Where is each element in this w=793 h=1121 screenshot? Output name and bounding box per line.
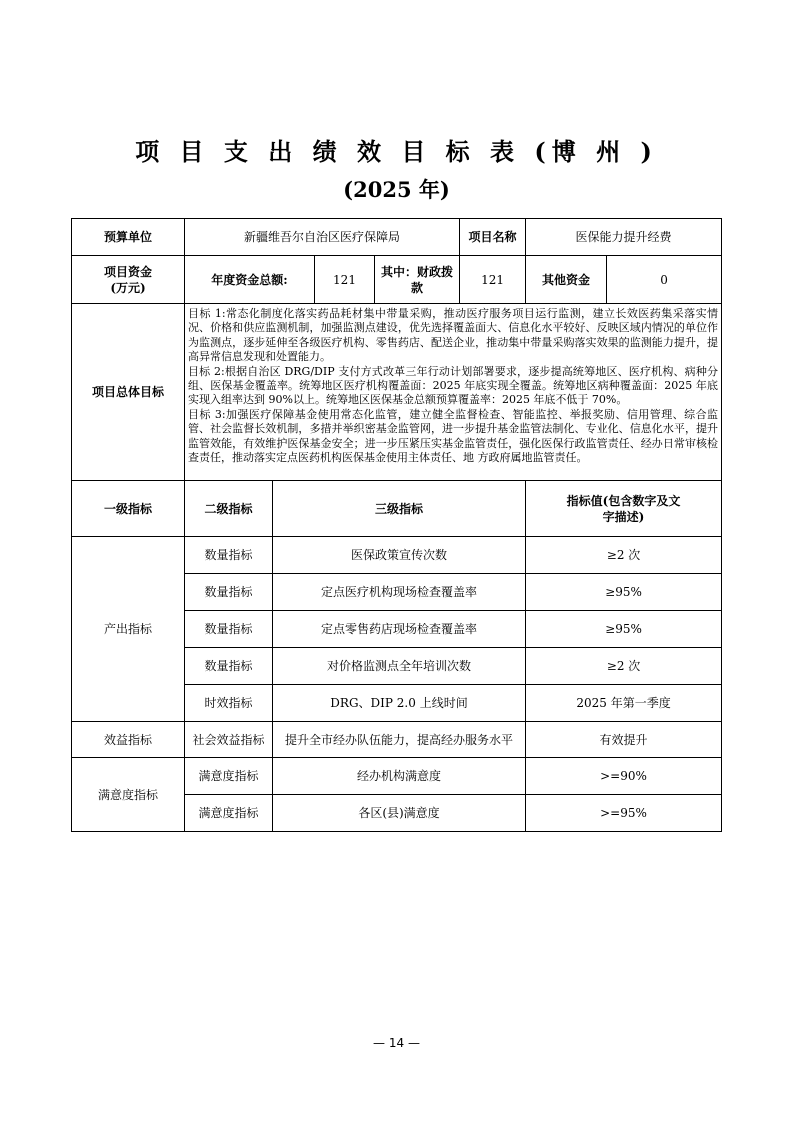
indicator-value-cell: ≥2 次 (526, 537, 722, 574)
indicator-value-cell: >=90% (526, 758, 722, 795)
value-header (526, 481, 722, 537)
indicator-value-cell: ≥2 次 (526, 648, 722, 685)
performance-target-table (71, 218, 722, 832)
overall-goals-label: 项目总体目标 (72, 304, 185, 481)
goal-1-text: 目标 1:常态化制度化落实药品耗材集中带量采购，推动医疗服务项目运行监测，建立长效医药集采落实情况、价格和供应监测机制，加强监测点建设，优先选择覆盖面大、信息化水平较好、反映区域内情况的单位作为监测点，逐步延伸至各级医疗机构、零售药店、配送企业，推动集中带量采购落实效果的监测能力提升，提高异常信息发现和处置能力。 (188, 307, 719, 364)
value-header-line1: 指标值(包含数字及文 (566, 493, 681, 508)
budget-unit-value: 新疆维吾尔自治区医疗保障局 (185, 219, 460, 256)
level2-cell: 数量指标 (185, 611, 273, 648)
level2-cell: 社会效益指标 (185, 722, 273, 758)
fiscal-allocation-label: 其中：财政拨款 (375, 256, 460, 304)
page-number: — 14 — (373, 1036, 420, 1050)
project-funds-label-line1: 项目资金 (103, 264, 152, 279)
page-title: 项 目 支 出 绩 效 目 标 表 (博 州 ) (135, 137, 658, 166)
annual-total-value: 121 (315, 256, 375, 304)
level3-cell: 定点零售药店现场检查覆盖率 (273, 611, 526, 648)
budget-unit-label: 预算单位 (72, 219, 185, 256)
project-funds-label (72, 256, 185, 304)
level3-cell: 提升全市经办队伍能力，提高经办服务水平 (273, 722, 526, 758)
level2-cell: 满意度指标 (185, 758, 273, 795)
budget-unit-row (72, 219, 722, 256)
benefit-indicator-label: 效益指标 (72, 722, 185, 758)
year-subtitle: (2025 年) (343, 177, 450, 202)
level3-cell: DRG、DIP 2.0 上线时间 (273, 685, 526, 722)
project-name-value: 医保能力提升经费 (526, 219, 722, 256)
goal-3-text: 目标 3:加强医疗保障基金使用常态化监管，建立健全监督检查、智能监控、举报奖励、信用管理、综合监管、社会监督长效机制，多措并举织密基金监管网，进一步提升基金监管法制化、专业化、信息化水平，提升监管效能，有效维护医保基金安全；进一步压紧压实基金监管责任，强化医保行政监管责任、经办日常审核检查责任，推动落实定点医药机构医保基金使用主体责任、地 方政府属地监管责任。 (188, 407, 719, 465)
fiscal-allocation-value: 121 (460, 256, 526, 304)
level3-cell: 医保政策宣传次数 (273, 537, 526, 574)
level3-header: 三级指标 (273, 481, 526, 537)
goal-2-text: 目标 2:根据自治区 DRG/DIP 支付方式改革三年行动计划部署要求，逐步提高统筹地区、医疗机构、病种分组、医保基金覆盖率。统筹地区医疗机构覆盖面：2025 年底实现全覆盖。统筹地区病种覆盖面：2025 年底实现入组率达到 90%以上。统筹地区医保基金总额预算覆盖率：2025 年底不低于 70%。 (188, 364, 719, 407)
table-row (72, 537, 722, 574)
indicator-value-cell: 有效提升 (526, 722, 722, 758)
indicator-value-cell: 2025 年第一季度 (526, 685, 722, 722)
indicator-value-cell: >=95% (526, 795, 722, 832)
level3-cell: 各区(县)满意度 (273, 795, 526, 832)
table-row (72, 722, 722, 758)
satisfaction-indicator-label: 满意度指标 (72, 758, 185, 832)
level2-cell: 满意度指标 (185, 795, 273, 832)
project-funds-row (72, 256, 722, 304)
indicator-header-row (72, 481, 722, 537)
indicator-value-cell: ≥95% (526, 611, 722, 648)
level3-cell: 经办机构满意度 (273, 758, 526, 795)
indicator-value-cell: ≥95% (526, 574, 722, 611)
level2-cell: 时效指标 (185, 685, 273, 722)
level2-cell: 数量指标 (185, 537, 273, 574)
level3-cell: 定点医疗机构现场检查覆盖率 (273, 574, 526, 611)
project-name-label: 项目名称 (460, 219, 526, 256)
project-funds-label-line2: (万元) (110, 280, 146, 295)
other-funds-value: 0 (607, 256, 722, 304)
overall-goals-text (185, 304, 722, 481)
annual-total-label: 年度资金总额: (185, 256, 315, 304)
level2-cell: 数量指标 (185, 648, 273, 685)
level2-cell: 数量指标 (185, 574, 273, 611)
level2-header: 二级指标 (185, 481, 273, 537)
overall-goals-row (72, 304, 722, 481)
output-indicator-label: 产出指标 (72, 537, 185, 722)
level1-header: 一级指标 (72, 481, 185, 537)
level3-cell: 对价格监测点全年培训次数 (273, 648, 526, 685)
other-funds-label: 其他资金 (526, 256, 607, 304)
value-header-line2: 字描述) (602, 509, 645, 524)
table-row (72, 758, 722, 795)
